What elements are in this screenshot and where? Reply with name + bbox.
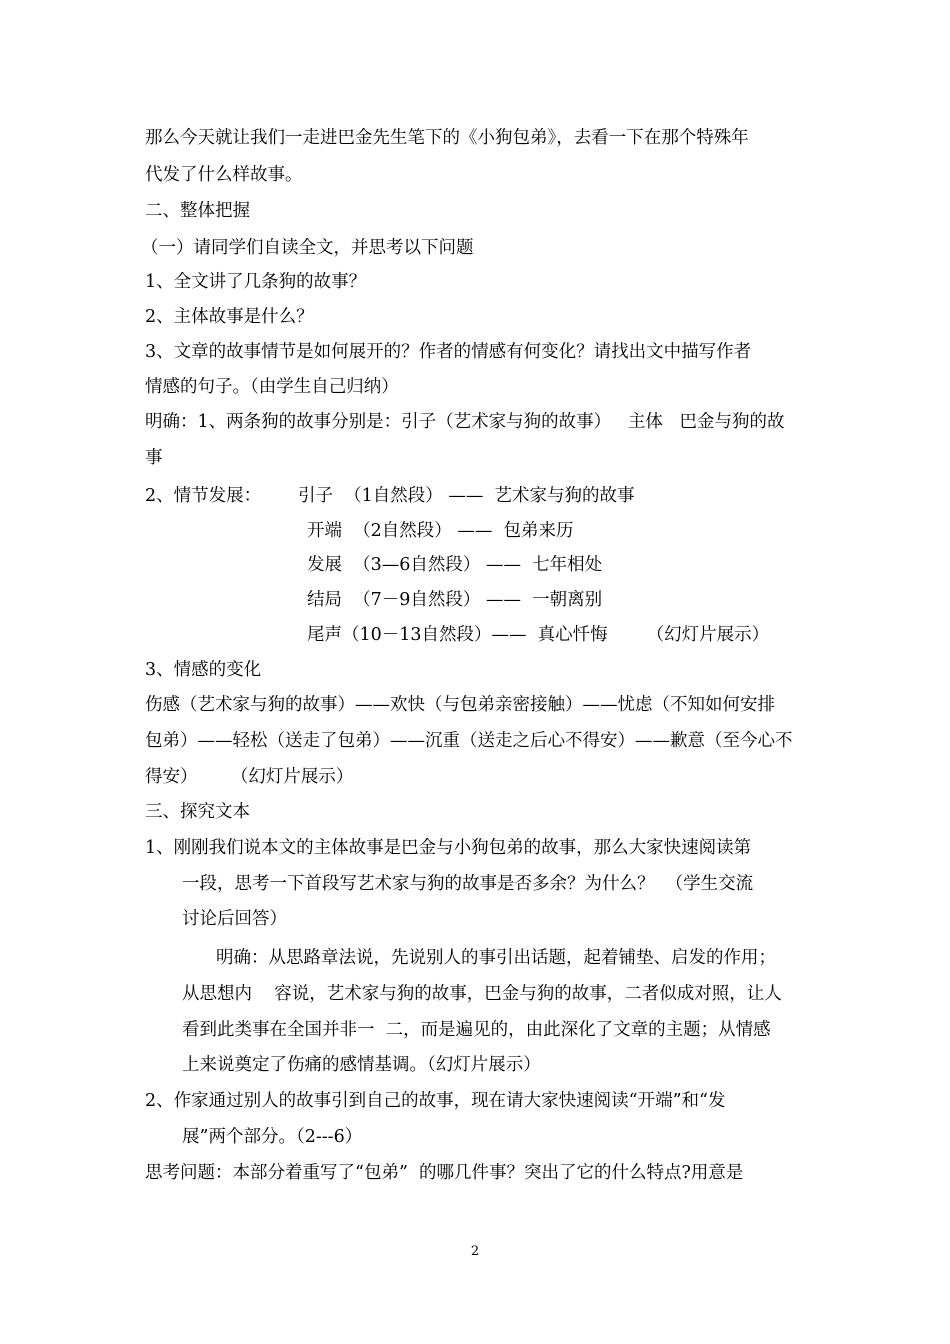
text-line: 代发了什么样故事。 [145,165,303,185]
page-number: 2 [470,1244,480,1259]
text-line: 明确：1、两条狗的故事分别是：引子（艺术家与狗的故事） 主体 巴金与狗的故 [145,412,785,432]
text-line: 一段，思考一下首段写艺术家与狗的故事是否多余？为什么？ （学生交流 [182,874,754,894]
plot-stage-line: 开端 （2自然段） —— 包弟来历 [307,521,574,541]
text-line: 2、作家通过别人的故事引到自己的故事，现在请大家快速阅读“开端”和“发 [145,1091,726,1111]
text-line: 上来说奠定了伤痛的感情基调。（幻灯片展示） [182,1055,541,1075]
section-heading: 二、整体把握 [145,201,250,221]
text-line: 3、文章的故事情节是如何展开的？作者的情感有何变化？请找出文中描写作者 [145,342,752,362]
text-line: 3、情感的变化 [145,660,262,680]
text-line: 展”两个部分。（2---6） [182,1127,363,1147]
text-line: 思考问题：本部分着重写了“包弟” 的哪几件事？突出了它的什么特点?用意是 [145,1163,744,1183]
text-line: 明确：从思路章法说，先说别人的事引出话题，起着铺垫、启发的作用； [216,948,776,968]
plot-stage-line: 引子 （1自然段） —— 艺术家与狗的故事 [298,486,635,506]
text-line: 事 [145,448,163,468]
text-line: 1、全文讲了几条狗的故事？ [145,272,367,292]
plot-stage-line: 尾声（10－13自然段）—— 真心忏悔 （幻灯片展示） [307,625,770,645]
plot-stage-line: 结局 （7－9自然段） —— 一朝离别 [307,590,603,610]
text-line: 2、主体故事是什么？ [145,307,314,327]
text-line: 1、刚刚我们说本文的主体故事是巴金与小狗包弟的故事，那么大家快速阅读第 [145,838,752,858]
text-line: 看到此类事在全国并非一 二，而是遍见的，由此深化了文章的主题；从情感 [182,1020,771,1040]
text-line: 讨论后回答） [182,909,287,929]
text-line: 2、情节发展： [145,486,262,506]
plot-stage-line: 发展 （3—6自然段） —— 七年相处 [307,555,603,575]
section-heading: 三、探究文本 [145,802,250,822]
text-line: 得安） （幻灯片展示） [145,767,354,787]
text-line: 伤感（艺术家与狗的故事）——欢快（与包弟亲密接触）——忧虑（不知如何安排 [145,695,775,715]
text-line: （一）请同学们自读全文，并思考以下问题 [141,238,474,258]
text-line: 从思想内 容说，艺术家与狗的故事，巴金与狗的故事，二者似成对照，让人 [182,984,782,1004]
text-line: 情感的句子。（由学生自己归纳） [145,377,399,397]
text-line: 包弟）——轻松（送走了包弟）——沉重（送走之后心不得安）——歉意（至今心不 [145,731,793,751]
text-line: 那么今天就让我们一走进巴金先生笔下的《小狗包弟》，去看一下在那个特殊年 [145,128,749,148]
